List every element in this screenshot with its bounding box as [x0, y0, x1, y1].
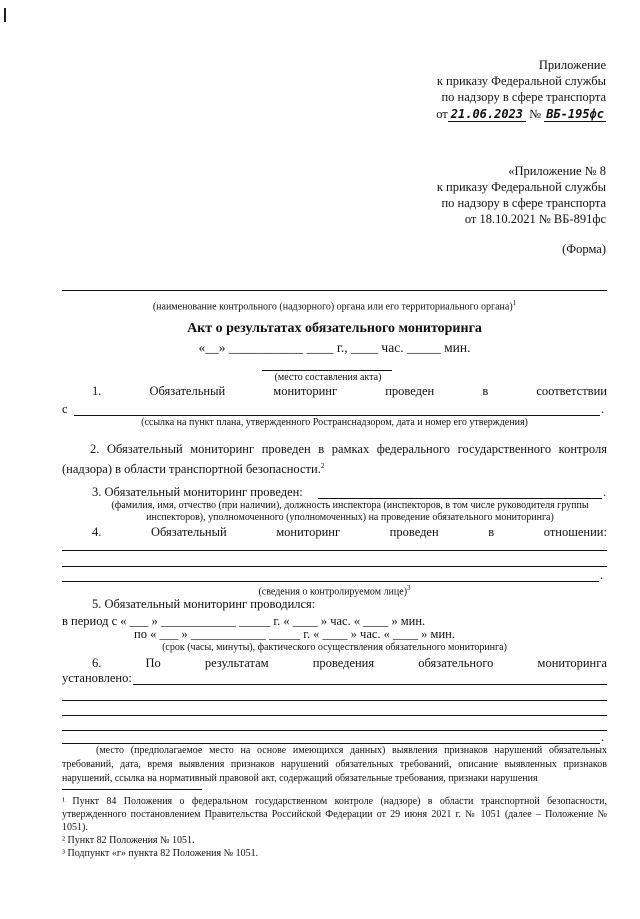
number-prefix: № — [529, 107, 542, 121]
item6-fill-line-3 — [62, 715, 607, 716]
item5-period-from: в период с « ___ » ____________ _____ г. « ____ » час. « ____ » мин. — [62, 614, 426, 628]
item6-caption: (место (предполагаемое место на основе имеющихся данных) выявления признаков нарушений обязательных требований, дата, время выявления признаков нарушений обязательных требований, описание выявленных признаков нарушений, ссылка на нормативный правовой акт, содержащий обязательные требования, признаки нарушения — [62, 745, 607, 784]
appendix-line-3: по надзору в сфере транспорта — [441, 196, 606, 210]
item6-label: установлено: — [62, 671, 132, 685]
appendix-line-1: «Приложение № 8 — [508, 164, 606, 178]
item6-fill-line-1 — [133, 684, 607, 685]
organ-fill-line — [62, 290, 607, 291]
handwritten-date: 21.06.2023 — [448, 107, 526, 122]
item4-fill-line-1 — [62, 550, 607, 551]
item1-prefix: с — [62, 402, 68, 416]
place-fill-line — [262, 370, 392, 371]
item3-end: . — [603, 485, 607, 499]
date-prefix: от — [436, 107, 448, 121]
organ-caption: (наименование контрольного (надзорного) органа или его территориального органа)$^1$ — [152, 299, 517, 313]
item6-fill-line-2 — [62, 700, 607, 701]
appendix-line-2: к приказу Федеральной службы — [436, 180, 606, 194]
item5-caption: (срок (часы, минуты), фактического осуществления обязательного мониторинга) — [162, 642, 507, 653]
footnote-3: ³ Подпункт «г» пункта 82 Положения № 1051. — [62, 848, 259, 859]
date-line: «__» ___________ ____ г., ____ час. _____ мин. — [198, 340, 471, 355]
header-line-3: по надзору в сфере транспорта — [441, 90, 606, 104]
item2-paragraph: 2. Обязательный мониторинг проведен в рамках федерального государственного контроля (надзора) в области транспортной безопасности.$^2$ — [62, 442, 607, 477]
item4-fill-line-2 — [62, 566, 607, 567]
item1-end: . — [601, 402, 605, 416]
appendix-block — [306, 163, 606, 257]
item6-justified-line: 6. По результатам проведения обязательного мониторинга — [92, 656, 607, 670]
footnote-2: ² Пункт 82 Положения № 1051. — [62, 835, 195, 846]
item4-justified-line: 4. Обязательный мониторинг проведен в отношении: — [92, 525, 607, 539]
item3-fill-line — [318, 498, 602, 499]
item1-justified-line: 1. Обязательный мониторинг проведен в соответствии — [92, 384, 607, 398]
scan-mark-icon — [4, 8, 10, 22]
item4-end: . — [600, 568, 604, 582]
place-caption: (место составления акта) — [274, 372, 382, 383]
footnotes — [62, 795, 607, 860]
footnote-1: ¹ Пункт 84 Положения о федеральном государственном контроле (надзоре) в области транспортной безопасности, утвержденного постановлением Правительства Российской Федерации от 29 июня 2021 г. № 1051 (далее – Положение № 1051). — [62, 796, 607, 833]
header-line-2: к приказу Федеральной службы — [436, 74, 606, 88]
item4-fill-line-3 — [62, 581, 599, 582]
item5-period-to: по « ___ » ____________ _____ г. « ____ » час. « ____ » мин. — [134, 627, 455, 641]
item6-fill-line-4 — [62, 730, 607, 731]
item3-caption: (фамилия, имя, отчество (при наличии), должность инспектора (инспекторов, в том числе руководителя группы инспекторов), уполномоченного (уполномоченных) на проведение обязательного мониторинга) — [111, 500, 589, 523]
item1-fill-line — [74, 415, 600, 416]
item6-end: . — [601, 730, 605, 744]
header-block — [306, 57, 606, 122]
header-line-1: Приложение — [538, 58, 606, 72]
item5-label: 5. Обязательный мониторинг проводился: — [92, 597, 316, 611]
document-title: Акт о результатах обязательного мониторинга — [187, 321, 482, 336]
item3-label: 3. Обязательный мониторинг проведен: — [92, 485, 303, 499]
handwritten-number: ВБ-195фс — [546, 107, 604, 121]
header-order-ref — [306, 106, 606, 122]
form-label: (Форма) — [562, 242, 606, 256]
item1-caption: (ссылка на пункт плана, утвержденного Ространснадзором, дата и номер его утверждения) — [141, 417, 528, 428]
appendix-line-4: от 18.10.2021 № ВБ-891фс — [464, 212, 606, 226]
footnote-separator — [62, 789, 202, 790]
item4-caption: (сведения о контролируемом лице)$^3$ — [258, 584, 411, 598]
